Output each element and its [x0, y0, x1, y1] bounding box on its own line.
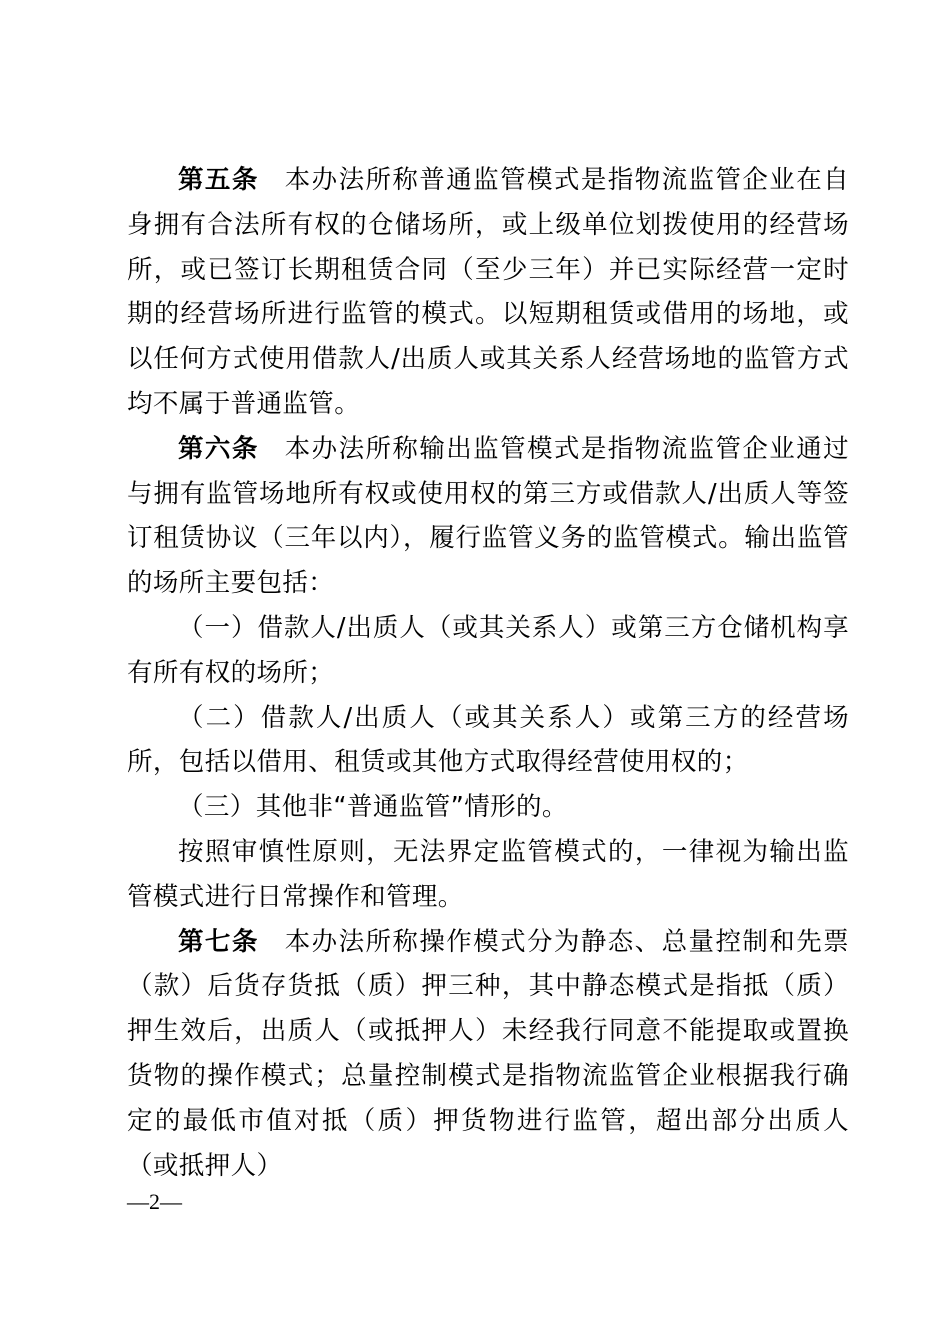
article-6-text: 本办法所称输出监管模式是指物流监管企业通过与拥有监管场地所有权或使用权的第三方或借款人/出质人等签订租赁协议（三年以内），履行监管义务的监管模式。输出监管的场所主要包括：	[127, 433, 850, 599]
article-5-title: 第五条	[178, 165, 259, 195]
list-item-2: （二）借款人/出质人（或其关系人）或第三方的经营场所，包括以借用、租赁或其他方式取得经营使用权的；	[127, 702, 849, 778]
list-item-3: （三）其他非“普通监管”情形的。	[178, 792, 568, 823]
article-7-title: 第七条	[178, 926, 259, 957]
article-6-title: 第六条	[178, 433, 259, 464]
closing-paragraph: 按照审慎性原则，无法界定监管模式的，一律视为输出监管模式进行日常操作和管理。	[127, 836, 849, 912]
article-5-paragraph	[127, 158, 849, 427]
article-7-text: 本办法所称操作模式分为静态、总量控制和先票（款）后货存货抵（质）押三种，其中静态模式是指抵（质）押生效后，出质人（或抵押人）未经我行同意不能提取或置换货物的操作模式；总量控制模式是指物流监管企业根据我行确定的最低市值对抵（质）押货物进行监管，超出部分出质人（或抵押人）	[127, 926, 850, 1181]
article-7-paragraph	[127, 920, 849, 1189]
article-5-text: 本办法所称普通监管模式是指物流监管企业在自身拥有合法所有权的仓储场所，或上级单位划拨使用的经营场所，或已签订长期租赁合同（至少三年）并已实际经营一定时期的经营场所进行监管的模式。以短期租赁或借用的场地，或以任何方式使用借款人/出质人或其关系人经营场地的监管方式均不属于普通监管。	[127, 165, 850, 419]
list-item-1: （一）借款人/出质人（或其关系人）或第三方仓储机构享有所有权的场所；	[127, 612, 849, 688]
page-number: —2—	[127, 1189, 182, 1214]
document-body	[127, 158, 849, 1188]
article-6-paragraph	[127, 427, 849, 606]
